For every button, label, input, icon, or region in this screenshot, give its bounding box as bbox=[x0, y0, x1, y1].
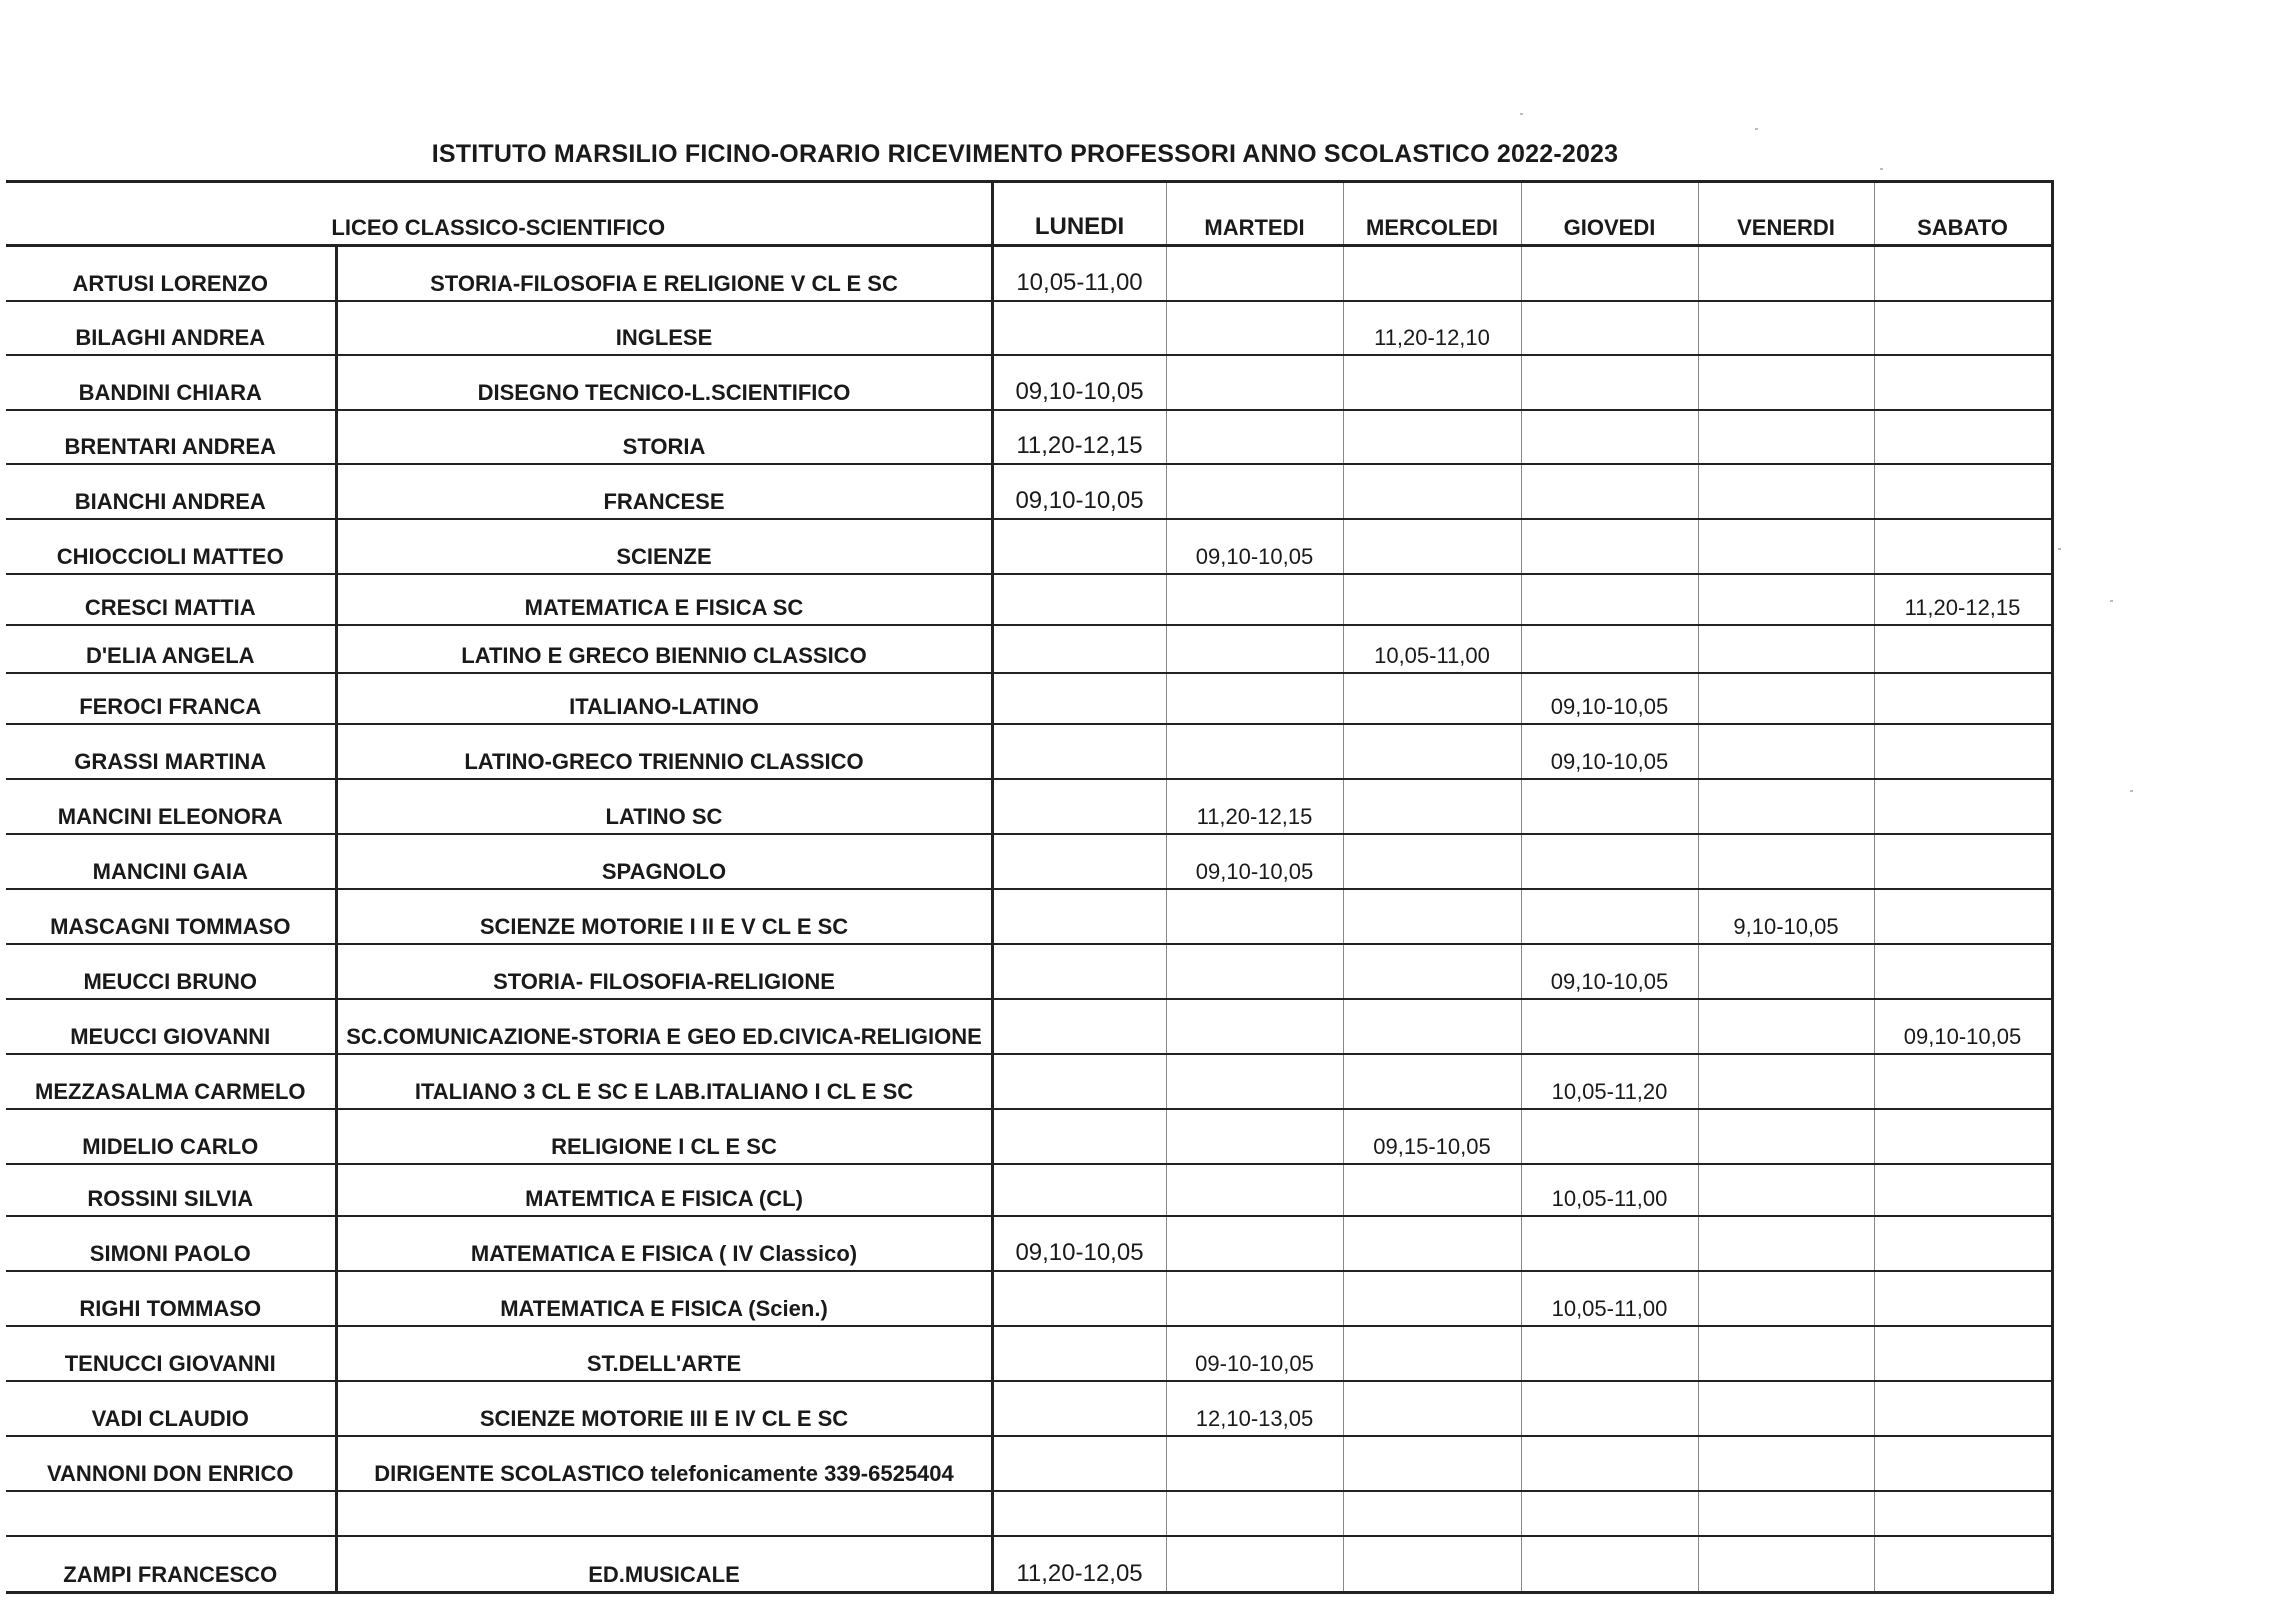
time-cell-sab bbox=[1874, 1326, 2052, 1381]
table-row bbox=[6, 464, 2052, 519]
time-cell-sab bbox=[1874, 1109, 2052, 1164]
subject-cell: LATINO E GRECO BIENNIO CLASSICO bbox=[336, 625, 992, 673]
time-cell-gio bbox=[1521, 889, 1698, 944]
time-cell-mer bbox=[1343, 999, 1521, 1054]
time-cell-mer bbox=[1343, 246, 1521, 302]
time-cell-gio bbox=[1521, 301, 1698, 355]
time-cell-sab: 09,10-10,05 bbox=[1874, 999, 2052, 1054]
time-cell-mar bbox=[1166, 1536, 1343, 1593]
time-cell-gio bbox=[1521, 834, 1698, 889]
subject-cell: ITALIANO-LATINO bbox=[336, 673, 992, 724]
table-row bbox=[6, 1109, 2052, 1164]
subject-cell: ED.MUSICALE bbox=[336, 1536, 992, 1593]
time-cell-ven bbox=[1698, 724, 1874, 779]
time-cell-mar bbox=[1166, 1054, 1343, 1109]
time-cell-gio bbox=[1521, 246, 1698, 302]
time-cell-lun: 10,05-11,00 bbox=[992, 246, 1166, 302]
time-cell-mer bbox=[1343, 779, 1521, 834]
time-cell-ven bbox=[1698, 246, 1874, 302]
time-cell-mar bbox=[1166, 1271, 1343, 1326]
time-cell-gio: 10,05-11,20 bbox=[1521, 1054, 1698, 1109]
time-cell-lun bbox=[992, 301, 1166, 355]
teacher-name: MEZZASALMA CARMELO bbox=[6, 1054, 336, 1109]
time-cell-ven bbox=[1698, 1381, 1874, 1436]
teacher-name: FEROCI FRANCA bbox=[6, 673, 336, 724]
time-cell-sab bbox=[1874, 410, 2052, 464]
time-cell-mar bbox=[1166, 1164, 1343, 1216]
time-cell-sab bbox=[1874, 1054, 2052, 1109]
teacher-name: CHIOCCIOLI MATTEO bbox=[6, 519, 336, 574]
day-header-lunedi: LUNEDI bbox=[992, 182, 1166, 246]
time-cell-ven bbox=[1698, 944, 1874, 999]
time-cell-lun bbox=[992, 625, 1166, 673]
time-cell-lun: 09,10-10,05 bbox=[992, 355, 1166, 410]
time-cell-gio bbox=[1521, 1436, 1698, 1491]
time-cell-lun bbox=[992, 1271, 1166, 1326]
subject-cell: SCIENZE bbox=[336, 519, 992, 574]
table-row bbox=[6, 1054, 2052, 1109]
table-row bbox=[6, 1326, 2052, 1381]
time-cell-ven bbox=[1698, 779, 1874, 834]
time-cell-sab bbox=[1874, 1536, 2052, 1593]
time-cell-gio: 10,05-11,00 bbox=[1521, 1164, 1698, 1216]
time-cell-lun bbox=[992, 1054, 1166, 1109]
table-row bbox=[6, 410, 2052, 464]
time-cell-mer bbox=[1343, 355, 1521, 410]
time-cell-sab bbox=[1874, 464, 2052, 519]
time-cell-lun bbox=[992, 834, 1166, 889]
table-row bbox=[6, 625, 2052, 673]
time-cell-mar bbox=[1166, 574, 1343, 625]
time-cell-sab: 11,20-12,15 bbox=[1874, 574, 2052, 625]
time-cell-mar bbox=[1166, 625, 1343, 673]
time-cell-ven bbox=[1698, 574, 1874, 625]
time-cell-sab bbox=[1874, 779, 2052, 834]
time-cell-mar bbox=[1166, 1491, 1343, 1536]
time-cell-sab bbox=[1874, 1271, 2052, 1326]
time-cell-lun bbox=[992, 673, 1166, 724]
time-cell-lun: 09,10-10,05 bbox=[992, 1216, 1166, 1271]
time-cell-gio bbox=[1521, 1326, 1698, 1381]
time-cell-lun bbox=[992, 1164, 1166, 1216]
time-cell-ven bbox=[1698, 301, 1874, 355]
scan-speck bbox=[2130, 790, 2133, 792]
time-cell-mer bbox=[1343, 1491, 1521, 1536]
time-cell-ven bbox=[1698, 834, 1874, 889]
time-cell-sab bbox=[1874, 1381, 2052, 1436]
teacher-name: MASCAGNI TOMMASO bbox=[6, 889, 336, 944]
teacher-name: MEUCCI BRUNO bbox=[6, 944, 336, 999]
time-cell-mer: 10,05-11,00 bbox=[1343, 625, 1521, 673]
time-cell-mar bbox=[1166, 355, 1343, 410]
time-cell-mar bbox=[1166, 673, 1343, 724]
subject-cell: ST.DELL'ARTE bbox=[336, 1326, 992, 1381]
time-cell-mer: 09,15-10,05 bbox=[1343, 1109, 1521, 1164]
teacher-name: TENUCCI GIOVANNI bbox=[6, 1326, 336, 1381]
document-title: ISTITUTO MARSILIO FICINO-ORARIO RICEVIMENTO PROFESSORI ANNO SCOLASTICO 2022-2023 bbox=[431, 140, 1619, 168]
time-cell-sab bbox=[1874, 355, 2052, 410]
time-cell-lun bbox=[992, 1491, 1166, 1536]
time-cell-mar: 11,20-12,15 bbox=[1166, 779, 1343, 834]
time-cell-sab bbox=[1874, 944, 2052, 999]
time-cell-ven bbox=[1698, 410, 1874, 464]
table-row bbox=[6, 1436, 2052, 1491]
time-cell-gio bbox=[1521, 464, 1698, 519]
time-cell-mar bbox=[1166, 1109, 1343, 1164]
table-row bbox=[6, 889, 2052, 944]
teacher-name: RIGHI TOMMASO bbox=[6, 1271, 336, 1326]
time-cell-mar bbox=[1166, 1436, 1343, 1491]
scan-speck bbox=[1520, 113, 1523, 115]
day-header-martedi: MARTEDI bbox=[1166, 182, 1343, 246]
time-cell-sab bbox=[1874, 834, 2052, 889]
day-header-sabato: SABATO bbox=[1874, 182, 2052, 246]
time-cell-sab bbox=[1874, 301, 2052, 355]
day-header-venerdi: VENERDI bbox=[1698, 182, 1874, 246]
table-row bbox=[6, 301, 2052, 355]
table-row bbox=[6, 834, 2052, 889]
subject-cell: DIRIGENTE SCOLASTICO telefonicamente 339-6525404 bbox=[336, 1436, 992, 1491]
teacher-name: GRASSI MARTINA bbox=[6, 724, 336, 779]
time-cell-sab bbox=[1874, 1436, 2052, 1491]
time-cell-lun bbox=[992, 889, 1166, 944]
time-cell-mar: 09,10-10,05 bbox=[1166, 519, 1343, 574]
subject-cell: ITALIANO 3 CL E SC E LAB.ITALIANO I CL E SC bbox=[336, 1054, 992, 1109]
time-cell-mer bbox=[1343, 834, 1521, 889]
time-cell-mer bbox=[1343, 673, 1521, 724]
time-cell-mer bbox=[1343, 889, 1521, 944]
table-row bbox=[6, 724, 2052, 779]
time-cell-ven bbox=[1698, 464, 1874, 519]
time-cell-sab bbox=[1874, 1216, 2052, 1271]
subject-cell: MATEMATICA E FISICA ( IV Classico) bbox=[336, 1216, 992, 1271]
time-cell-gio bbox=[1521, 779, 1698, 834]
day-header-mercoledi: MERCOLEDI bbox=[1343, 182, 1521, 246]
time-cell-mar: 09-10-10,05 bbox=[1166, 1326, 1343, 1381]
subject-cell: SCIENZE MOTORIE III E IV CL E SC bbox=[336, 1381, 992, 1436]
subject-cell: SC.COMUNICAZIONE-STORIA E GEO ED.CIVICA-RELIGIONE bbox=[336, 999, 992, 1054]
teacher-name: MEUCCI GIOVANNI bbox=[6, 999, 336, 1054]
time-cell-ven bbox=[1698, 1164, 1874, 1216]
time-cell-mar bbox=[1166, 301, 1343, 355]
teacher-name: MANCINI ELEONORA bbox=[6, 779, 336, 834]
table-row bbox=[6, 999, 2052, 1054]
time-cell-mer bbox=[1343, 410, 1521, 464]
time-cell-lun bbox=[992, 1436, 1166, 1491]
time-cell-lun: 11,20-12,15 bbox=[992, 410, 1166, 464]
time-cell-gio bbox=[1521, 574, 1698, 625]
time-cell-gio: 09,10-10,05 bbox=[1521, 724, 1698, 779]
table-row bbox=[6, 1216, 2052, 1271]
scan-speck bbox=[2110, 600, 2113, 602]
teacher-name: MANCINI GAIA bbox=[6, 834, 336, 889]
time-cell-mer bbox=[1343, 1436, 1521, 1491]
subject-cell: RELIGIONE I CL E SC bbox=[336, 1109, 992, 1164]
time-cell-ven bbox=[1698, 519, 1874, 574]
teacher-name: BILAGHI ANDREA bbox=[6, 301, 336, 355]
time-cell-gio bbox=[1521, 410, 1698, 464]
time-cell-lun bbox=[992, 779, 1166, 834]
time-cell-ven bbox=[1698, 999, 1874, 1054]
teacher-name: MIDELIO CARLO bbox=[6, 1109, 336, 1164]
time-cell-ven bbox=[1698, 673, 1874, 724]
teacher-name: BIANCHI ANDREA bbox=[6, 464, 336, 519]
time-cell-ven bbox=[1698, 1436, 1874, 1491]
time-cell-lun bbox=[992, 519, 1166, 574]
table-row bbox=[6, 779, 2052, 834]
teacher-name: VADI CLAUDIO bbox=[6, 1381, 336, 1436]
time-cell-lun bbox=[992, 999, 1166, 1054]
subject-cell: STORIA bbox=[336, 410, 992, 464]
table-row bbox=[6, 1381, 2052, 1436]
time-cell-mar bbox=[1166, 999, 1343, 1054]
table-row bbox=[6, 1164, 2052, 1216]
time-cell-mer bbox=[1343, 944, 1521, 999]
time-cell-mer bbox=[1343, 1536, 1521, 1593]
teacher-name: ARTUSI LORENZO bbox=[6, 246, 336, 302]
time-cell-lun: 11,20-12,05 bbox=[992, 1536, 1166, 1593]
subject-cell: INGLESE bbox=[336, 301, 992, 355]
time-cell-mar bbox=[1166, 1216, 1343, 1271]
time-cell-ven bbox=[1698, 355, 1874, 410]
time-cell-lun bbox=[992, 1109, 1166, 1164]
time-cell-sab bbox=[1874, 889, 2052, 944]
time-cell-gio bbox=[1521, 1536, 1698, 1593]
time-cell-lun bbox=[992, 724, 1166, 779]
time-cell-ven: 9,10-10,05 bbox=[1698, 889, 1874, 944]
time-cell-mer bbox=[1343, 1271, 1521, 1326]
time-cell-mar bbox=[1166, 944, 1343, 999]
time-cell-gio bbox=[1521, 1381, 1698, 1436]
teacher-name: BRENTARI ANDREA bbox=[6, 410, 336, 464]
time-cell-mer bbox=[1343, 519, 1521, 574]
time-cell-sab bbox=[1874, 625, 2052, 673]
time-cell-sab bbox=[1874, 724, 2052, 779]
subject-cell: LATINO-GRECO TRIENNIO CLASSICO bbox=[336, 724, 992, 779]
subject-cell: MATEMATICA E FISICA SC bbox=[336, 574, 992, 625]
time-cell-gio bbox=[1521, 625, 1698, 673]
teacher-name: D'ELIA ANGELA bbox=[6, 625, 336, 673]
time-cell-lun bbox=[992, 944, 1166, 999]
time-cell-lun bbox=[992, 1326, 1166, 1381]
time-cell-mer bbox=[1343, 1216, 1521, 1271]
time-cell-mar bbox=[1166, 246, 1343, 302]
table-row bbox=[6, 574, 2052, 625]
time-cell-gio bbox=[1521, 355, 1698, 410]
scan-speck bbox=[1880, 168, 1883, 170]
day-header-giovedi: GIOVEDI bbox=[1521, 182, 1698, 246]
time-cell-ven bbox=[1698, 1536, 1874, 1593]
time-cell-ven bbox=[1698, 1326, 1874, 1381]
subject-cell: LATINO SC bbox=[336, 779, 992, 834]
time-cell-sab bbox=[1874, 1164, 2052, 1216]
time-cell-sab bbox=[1874, 519, 2052, 574]
time-cell-gio: 09,10-10,05 bbox=[1521, 673, 1698, 724]
time-cell-mar bbox=[1166, 724, 1343, 779]
table-row bbox=[6, 246, 2052, 302]
time-cell-ven bbox=[1698, 1216, 1874, 1271]
scan-speck bbox=[1755, 128, 1758, 130]
time-cell-mer bbox=[1343, 464, 1521, 519]
table-row bbox=[6, 673, 2052, 724]
subject-cell bbox=[336, 1491, 992, 1536]
school-header: LICEO CLASSICO-SCIENTIFICO bbox=[6, 182, 992, 246]
teacher-name: VANNONI DON ENRICO bbox=[6, 1436, 336, 1491]
time-cell-mar bbox=[1166, 410, 1343, 464]
subject-cell: MATEMATICA E FISICA (Scien.) bbox=[336, 1271, 992, 1326]
time-cell-gio bbox=[1521, 519, 1698, 574]
table-row bbox=[6, 1271, 2052, 1326]
table-row bbox=[6, 944, 2052, 999]
time-cell-gio bbox=[1521, 999, 1698, 1054]
subject-cell: STORIA-FILOSOFIA E RELIGIONE V CL E SC bbox=[336, 246, 992, 302]
time-cell-mer bbox=[1343, 724, 1521, 779]
time-cell-mer: 11,20-12,10 bbox=[1343, 301, 1521, 355]
header-row bbox=[6, 182, 2052, 246]
table-row bbox=[6, 1536, 2052, 1593]
time-cell-ven bbox=[1698, 625, 1874, 673]
reception-schedule-table bbox=[6, 180, 2054, 1594]
time-cell-sab bbox=[1874, 673, 2052, 724]
time-cell-mar bbox=[1166, 464, 1343, 519]
time-cell-mer bbox=[1343, 1326, 1521, 1381]
subject-cell: SCIENZE MOTORIE I II E V CL E SC bbox=[336, 889, 992, 944]
subject-cell: FRANCESE bbox=[336, 464, 992, 519]
time-cell-lun: 09,10-10,05 bbox=[992, 464, 1166, 519]
time-cell-ven bbox=[1698, 1271, 1874, 1326]
time-cell-mar bbox=[1166, 889, 1343, 944]
time-cell-mer bbox=[1343, 574, 1521, 625]
time-cell-lun bbox=[992, 1381, 1166, 1436]
time-cell-sab bbox=[1874, 246, 2052, 302]
time-cell-mer bbox=[1343, 1054, 1521, 1109]
teacher-name: ZAMPI FRANCESCO bbox=[6, 1536, 336, 1593]
time-cell-mar: 09,10-10,05 bbox=[1166, 834, 1343, 889]
time-cell-sab bbox=[1874, 1491, 2052, 1536]
teacher-name: BANDINI CHIARA bbox=[6, 355, 336, 410]
time-cell-gio bbox=[1521, 1216, 1698, 1271]
teacher-name: CRESCI MATTIA bbox=[6, 574, 336, 625]
time-cell-mar: 12,10-13,05 bbox=[1166, 1381, 1343, 1436]
time-cell-gio bbox=[1521, 1491, 1698, 1536]
time-cell-gio: 09,10-10,05 bbox=[1521, 944, 1698, 999]
time-cell-ven bbox=[1698, 1109, 1874, 1164]
subject-cell: STORIA- FILOSOFIA-RELIGIONE bbox=[336, 944, 992, 999]
time-cell-gio bbox=[1521, 1109, 1698, 1164]
time-cell-mer bbox=[1343, 1381, 1521, 1436]
subject-cell: DISEGNO TECNICO-L.SCIENTIFICO bbox=[336, 355, 992, 410]
table-row bbox=[6, 519, 2052, 574]
time-cell-lun bbox=[992, 574, 1166, 625]
time-cell-gio: 10,05-11,00 bbox=[1521, 1271, 1698, 1326]
subject-cell: SPAGNOLO bbox=[336, 834, 992, 889]
time-cell-mer bbox=[1343, 1164, 1521, 1216]
time-cell-ven bbox=[1698, 1491, 1874, 1536]
table-row bbox=[6, 1491, 2052, 1536]
teacher-name: SIMONI PAOLO bbox=[6, 1216, 336, 1271]
teacher-name bbox=[6, 1491, 336, 1536]
time-cell-ven bbox=[1698, 1054, 1874, 1109]
scan-speck bbox=[2058, 548, 2061, 550]
table-row bbox=[6, 355, 2052, 410]
subject-cell: MATEMTICA E FISICA (CL) bbox=[336, 1164, 992, 1216]
teacher-name: ROSSINI SILVIA bbox=[6, 1164, 336, 1216]
